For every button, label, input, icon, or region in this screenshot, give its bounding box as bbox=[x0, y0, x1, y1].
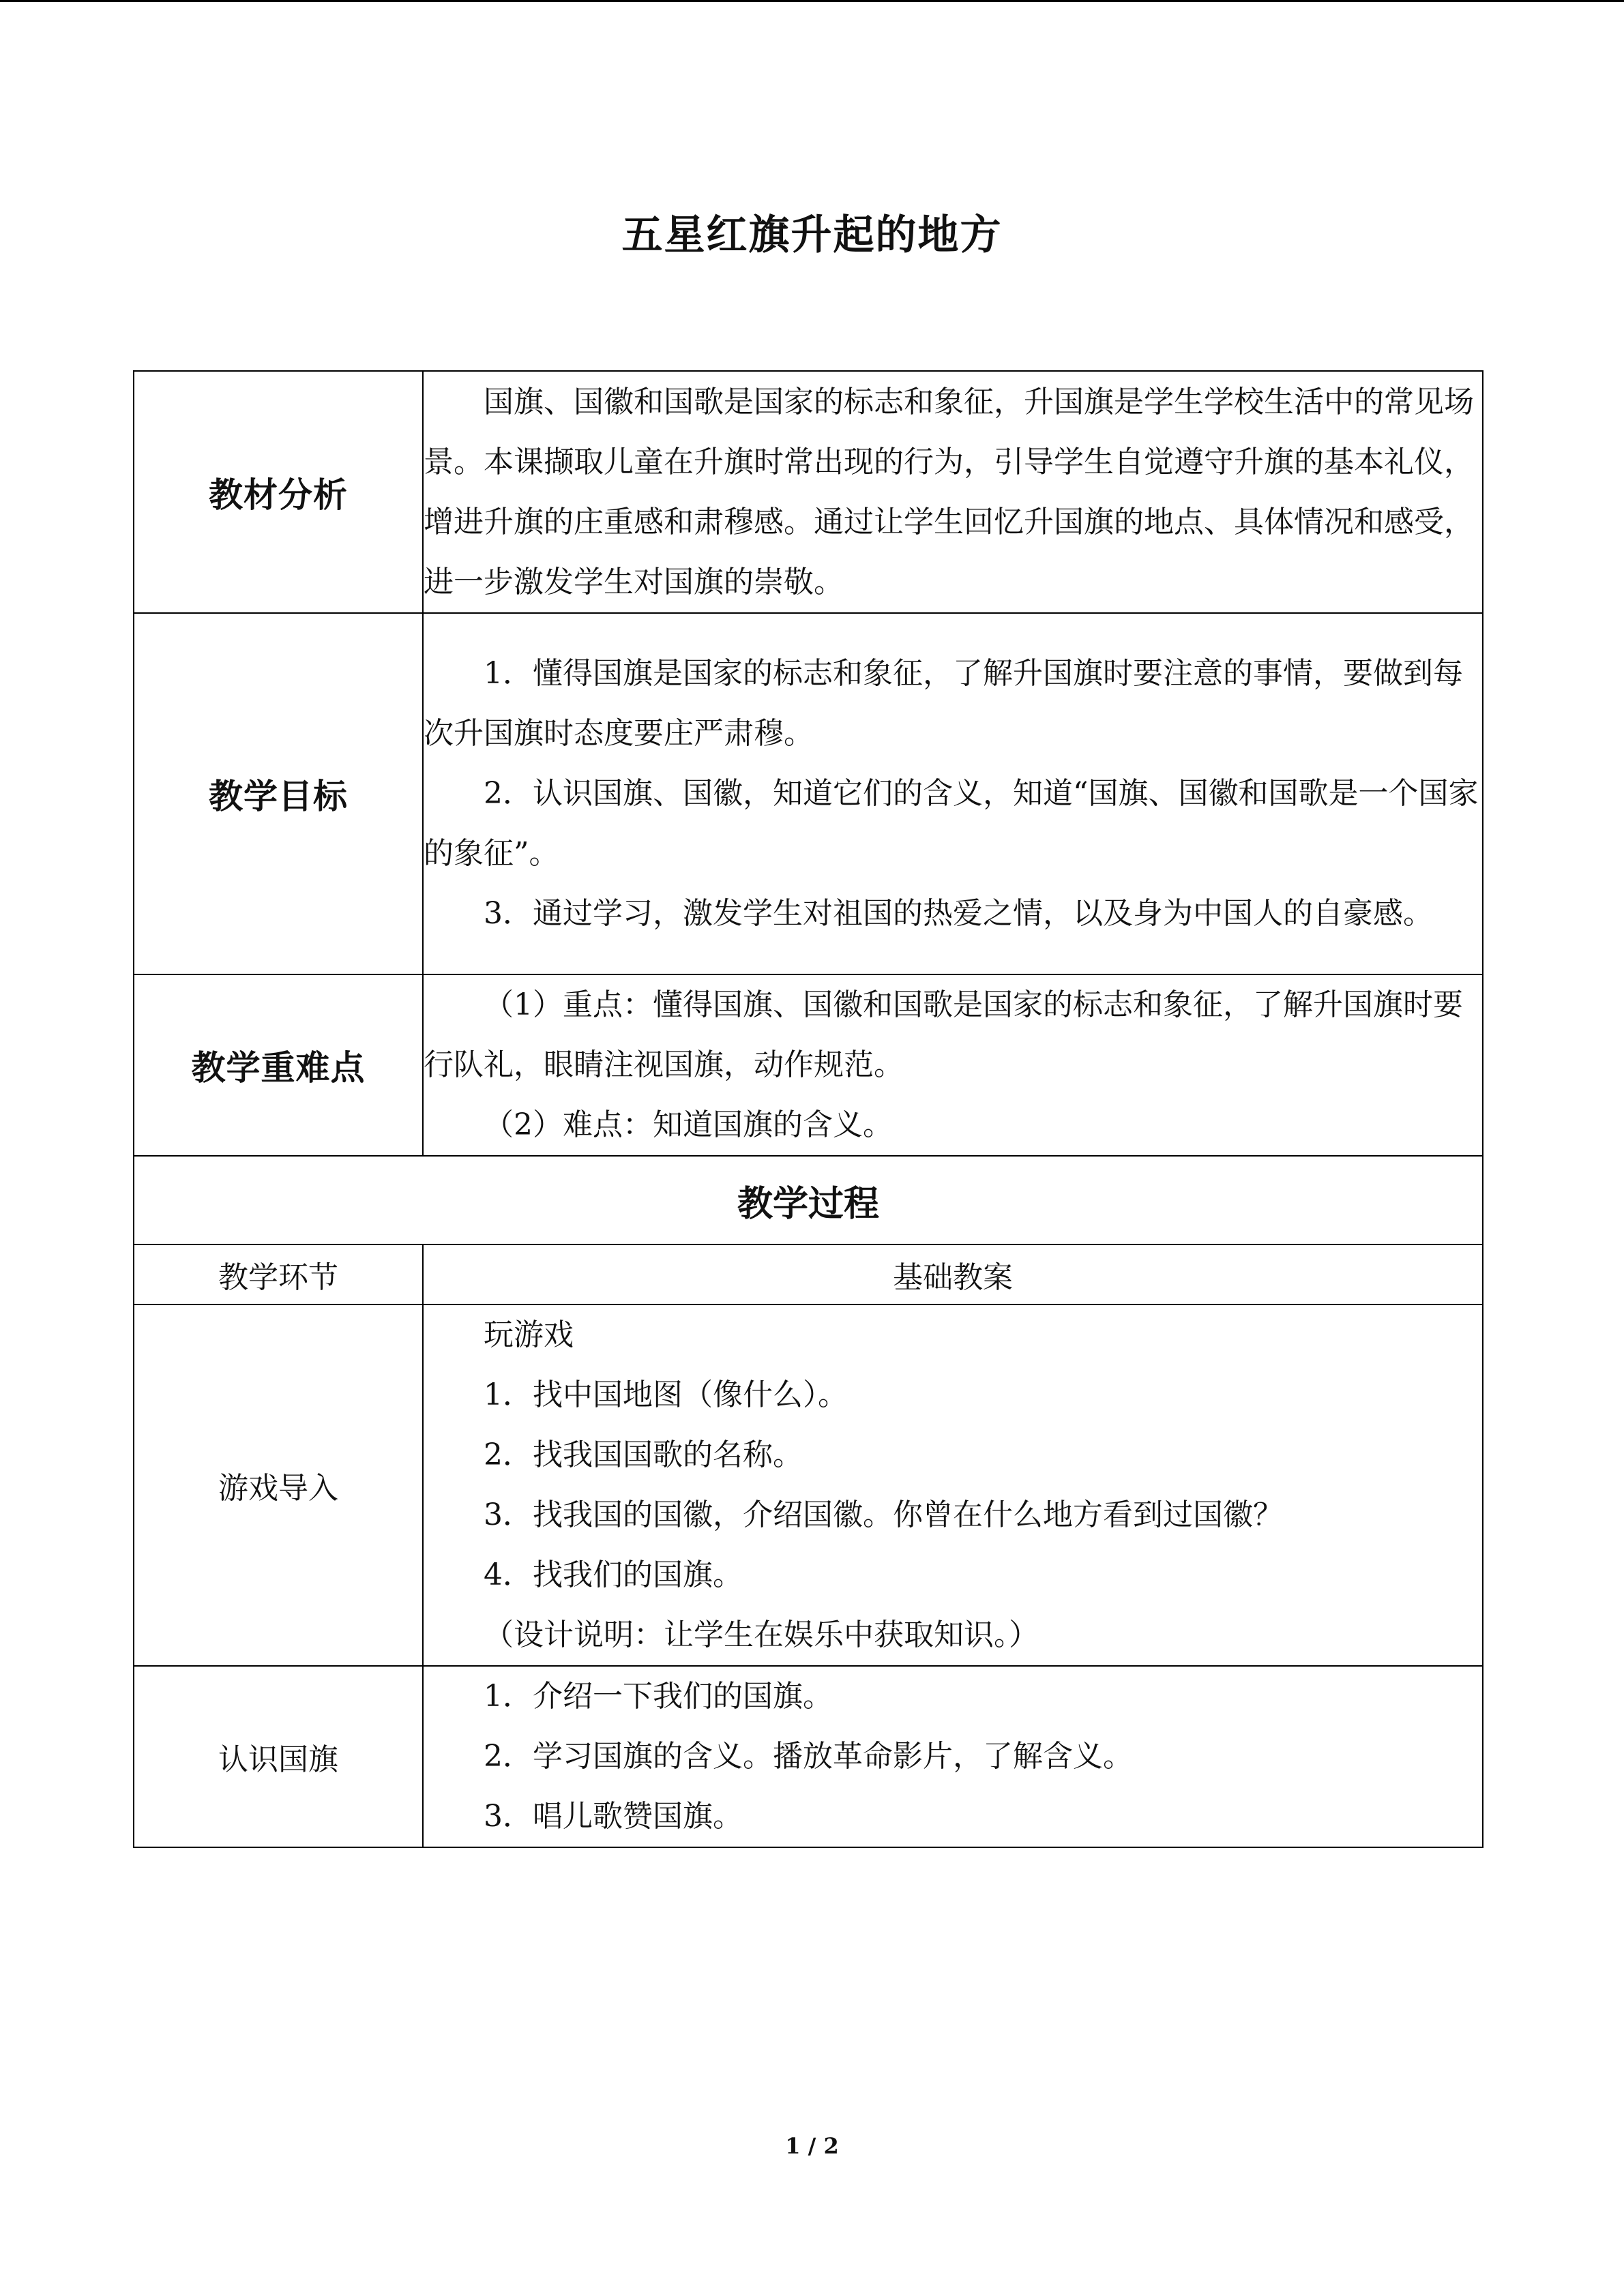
key-points-label: 教学重难点 bbox=[134, 974, 423, 1156]
key-point-item: （1）重点：懂得国旗、国徽和国歌是国家的标志和象征，了解升国旗时要行队礼，眼睛注视国旗，动作规范。 bbox=[424, 987, 1463, 1082]
analysis-text: 国旗、国徽和国歌是国家的标志和象征，升国旗是学生学校生活中的常见场景。本课撷取儿童在升旗时常出现的行为，引导学生自觉遵守升旗的基本礼仪，增进升旗的庄重感和肃穆感。通过让学生回忆升国旗的地点、具体情况和感受，进一步激发学生对国旗的崇敬。 bbox=[424, 384, 1474, 599]
stage-content bbox=[423, 1304, 1483, 1666]
stage-line: 1．介绍一下我们的国旗。 bbox=[484, 1679, 833, 1714]
goal-item: 1．懂得国旗是国家的标志和象征，了解升国旗时要注意的事情，要做到每次升国旗时态度要庄严肃穆。 bbox=[424, 656, 1463, 751]
stage-line: 3．找我国的国徽，介绍国徽。你曾在什么地方看到过国徽？ bbox=[484, 1497, 1283, 1532]
goals-row bbox=[134, 613, 1483, 974]
column-header-plan: 基础教案 bbox=[423, 1244, 1483, 1304]
stage-line: （设计说明：让学生在娱乐中获取知识。） bbox=[484, 1617, 1039, 1652]
lesson-plan-table bbox=[133, 370, 1483, 1848]
document-title: 五星红旗升起的地方 bbox=[621, 211, 1003, 259]
stage-row-know-flag bbox=[134, 1666, 1483, 1847]
analysis-content bbox=[423, 371, 1483, 613]
stage-line: 4．找我们的国旗。 bbox=[484, 1557, 743, 1592]
stage-content bbox=[423, 1666, 1483, 1847]
stage-line: 2．找我国国歌的名称。 bbox=[484, 1437, 803, 1472]
stage-line: 1．找中国地图（像什么）。 bbox=[484, 1377, 848, 1412]
page-number: 1 / 2 bbox=[785, 2133, 839, 2159]
key-point-item: （2）难点：知道国旗的含义。 bbox=[484, 1107, 893, 1142]
top-border-line bbox=[0, 0, 1624, 2]
goals-label: 教学目标 bbox=[134, 613, 423, 974]
stage-line: 2．学习国旗的含义。播放革命影片，了解含义。 bbox=[484, 1739, 1133, 1774]
stage-line: 3．唱儿歌赞国旗。 bbox=[484, 1799, 743, 1834]
column-header-stage: 教学环节 bbox=[134, 1244, 423, 1304]
stage-row-game-intro bbox=[134, 1304, 1483, 1666]
key-points-content bbox=[423, 974, 1483, 1156]
process-title: 教学过程 bbox=[134, 1156, 1483, 1244]
goal-item: 2．认识国旗、国徽，知道它们的含义，知道“国旗、国徽和国歌是一个国家的象征”。 bbox=[424, 776, 1479, 871]
analysis-label: 教材分析 bbox=[134, 371, 423, 613]
analysis-row bbox=[134, 371, 1483, 613]
goals-content bbox=[423, 613, 1483, 974]
stage-label: 游戏导入 bbox=[134, 1304, 423, 1666]
goal-item: 3．通过学习，激发学生对祖国的热爱之情，以及身为中国人的自豪感。 bbox=[484, 896, 1433, 931]
stage-line: 玩游戏 bbox=[484, 1317, 574, 1352]
process-title-row bbox=[134, 1156, 1483, 1244]
stage-label: 认识国旗 bbox=[134, 1666, 423, 1847]
key-points-row bbox=[134, 974, 1483, 1156]
process-header-row bbox=[134, 1244, 1483, 1304]
